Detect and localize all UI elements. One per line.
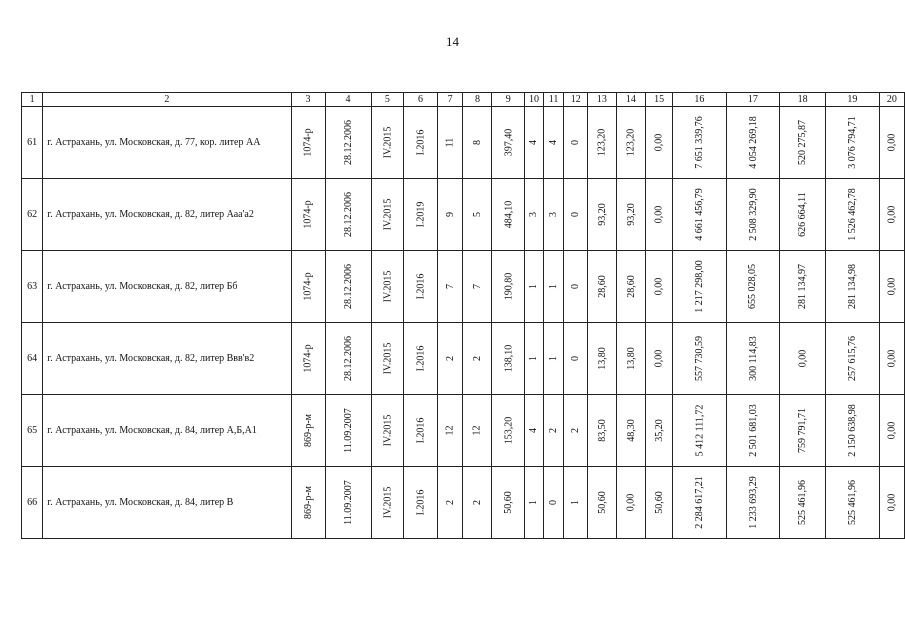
table-cell (437, 107, 463, 179)
cell-value: 28.12.2006 (342, 192, 354, 237)
column-header: 14 (616, 93, 645, 107)
cell-value: 153,20 (502, 416, 514, 445)
cell-value: I.2016 (414, 417, 426, 444)
table-cell (463, 179, 492, 251)
table-cell (543, 179, 564, 251)
cell-value: 0,00 (625, 493, 637, 512)
cell-value: 1074-р (302, 200, 314, 229)
cell-value: 13,80 (596, 347, 608, 370)
table-cell (492, 323, 525, 395)
table-row (22, 467, 905, 539)
table-cell (492, 395, 525, 467)
cell-value: 1 217 298,00 (693, 260, 705, 313)
table-cell (673, 179, 727, 251)
column-header: 6 (404, 93, 437, 107)
table-cell (564, 467, 588, 539)
cell-value: 123,20 (596, 128, 608, 157)
table-cell (826, 323, 880, 395)
table-cell (673, 395, 727, 467)
cell-value: 28,60 (596, 275, 608, 298)
cell-value: 1 526 462,78 (846, 188, 858, 241)
cell-value: I.2016 (414, 273, 426, 300)
cell-value: 7 (471, 284, 483, 289)
table-cell (826, 107, 880, 179)
cell-value: 12 (471, 425, 483, 436)
cell-value: 0 (570, 212, 582, 217)
column-header: 16 (673, 93, 727, 107)
cell-value: 869-р-м (302, 486, 314, 519)
table-cell (879, 323, 904, 395)
table-cell (780, 323, 826, 395)
table-cell (564, 179, 588, 251)
column-header: 2 (43, 93, 291, 107)
cell-value: 1 (548, 284, 560, 289)
column-number-row (22, 93, 905, 107)
cell-value: 2 (471, 500, 483, 505)
address-cell: г. Астрахань, ул. Московская, д. 82, литер Ааа'а2 (43, 179, 291, 251)
cell-value: 0,00 (653, 349, 665, 368)
table-cell (826, 251, 880, 323)
column-header: 12 (564, 93, 588, 107)
table-cell (404, 395, 437, 467)
table-cell (673, 467, 727, 539)
cell-value: 7 651 339,76 (693, 116, 705, 169)
table-cell (826, 179, 880, 251)
cell-value: 281 134,98 (846, 264, 858, 309)
cell-value: 50,60 (596, 491, 608, 514)
cell-value: 557 730,59 (693, 336, 705, 381)
table-cell (525, 323, 544, 395)
table-cell (646, 323, 673, 395)
table-cell (616, 467, 645, 539)
table-cell (543, 107, 564, 179)
table-cell (463, 323, 492, 395)
cell-value: I.2016 (414, 129, 426, 156)
cell-value: IV.2015 (381, 126, 393, 159)
table-cell (646, 251, 673, 323)
table-cell (646, 179, 673, 251)
row-number-cell: 63 (22, 251, 43, 323)
table-cell (463, 251, 492, 323)
cell-value: 3 (548, 212, 560, 217)
table-cell (826, 395, 880, 467)
row-number-cell: 64 (22, 323, 43, 395)
table-cell (673, 251, 727, 323)
column-header: 1 (22, 93, 43, 107)
cell-value: 4 054 269,18 (747, 116, 759, 169)
table-body (22, 107, 905, 539)
table-cell (404, 251, 437, 323)
cell-value: IV.2015 (381, 342, 393, 375)
cell-value: 28.12.2006 (342, 264, 354, 309)
cell-value: 138,10 (502, 344, 514, 373)
cell-value: 2 (471, 356, 483, 361)
row-number-cell: 61 (22, 107, 43, 179)
cell-value: IV.2015 (381, 414, 393, 447)
cell-value: 869-р-м (302, 414, 314, 447)
cell-value: 4 (548, 140, 560, 145)
cell-value: 1074-р (302, 344, 314, 373)
cell-value: 1 (528, 500, 540, 505)
cell-value: 1074-р (302, 272, 314, 301)
cell-value: 11.09.2007 (342, 480, 354, 525)
table-cell (879, 251, 904, 323)
table-cell (463, 467, 492, 539)
cell-value: 35,20 (653, 419, 665, 442)
column-header: 8 (463, 93, 492, 107)
cell-value: 4 (528, 428, 540, 433)
cell-value: 525 461,96 (846, 480, 858, 525)
table-cell (492, 251, 525, 323)
table-cell (325, 467, 371, 539)
cell-value: 5 (471, 212, 483, 217)
cell-value: 83,50 (596, 419, 608, 442)
cell-value: 0,00 (653, 277, 665, 296)
table-cell (780, 467, 826, 539)
cell-value: 3 076 794,71 (846, 116, 858, 169)
table-cell (291, 179, 325, 251)
cell-value: 13,80 (625, 347, 637, 370)
cell-value: 28.12.2006 (342, 336, 354, 381)
column-header: 18 (780, 93, 826, 107)
cell-value: 520 275,87 (797, 120, 809, 165)
column-header: 10 (525, 93, 544, 107)
table-cell (437, 179, 463, 251)
cell-value: 2 (444, 500, 456, 505)
table-cell (463, 107, 492, 179)
column-header: 13 (588, 93, 617, 107)
table-cell (291, 467, 325, 539)
cell-value: 1 233 693,29 (747, 476, 759, 529)
cell-value: 0,00 (886, 133, 898, 152)
table-cell (588, 467, 617, 539)
cell-value: 8 (471, 140, 483, 145)
column-header: 19 (826, 93, 880, 107)
table-cell (325, 251, 371, 323)
table-cell (726, 251, 780, 323)
table-cell (780, 179, 826, 251)
table-row (22, 251, 905, 323)
cell-value: 123,20 (625, 128, 637, 157)
column-header: 4 (325, 93, 371, 107)
cell-value: 0 (570, 140, 582, 145)
table-cell (879, 179, 904, 251)
cell-value: 300 114,83 (747, 336, 759, 381)
cell-value: I.2016 (414, 345, 426, 372)
table-cell (325, 323, 371, 395)
table-cell (291, 107, 325, 179)
cell-value: 2 (444, 356, 456, 361)
cell-value: 484,10 (502, 200, 514, 229)
cell-value: 50,60 (502, 491, 514, 514)
column-header: 7 (437, 93, 463, 107)
table-cell (543, 323, 564, 395)
table-cell (525, 179, 544, 251)
cell-value: 1 (528, 284, 540, 289)
cell-value: 4 661 456,79 (693, 188, 705, 241)
column-header: 11 (543, 93, 564, 107)
table-cell (646, 395, 673, 467)
cell-value: IV.2015 (381, 270, 393, 303)
cell-value: 50,60 (653, 491, 665, 514)
cell-value: 9 (444, 212, 456, 217)
cell-value: 525 461,96 (797, 480, 809, 525)
table-cell (616, 395, 645, 467)
cell-value: IV.2015 (381, 486, 393, 519)
table-cell (525, 467, 544, 539)
table-cell (371, 179, 404, 251)
table-cell (404, 107, 437, 179)
table-cell (525, 395, 544, 467)
cell-value: I.2016 (414, 489, 426, 516)
table-cell (646, 107, 673, 179)
cell-value: 0,00 (886, 421, 898, 440)
cell-value: 0,00 (653, 205, 665, 224)
cell-value: 759 791,71 (797, 408, 809, 453)
table-cell (780, 107, 826, 179)
row-number-cell: 65 (22, 395, 43, 467)
cell-value: 93,20 (596, 203, 608, 226)
table-cell (588, 179, 617, 251)
table-cell (463, 395, 492, 467)
table-row (22, 107, 905, 179)
table-cell (588, 323, 617, 395)
cell-value: 0 (548, 500, 560, 505)
column-header: 5 (371, 93, 404, 107)
cell-value: 0,00 (797, 349, 809, 368)
table-cell (564, 107, 588, 179)
table-cell (564, 251, 588, 323)
table-cell (525, 107, 544, 179)
cell-value: 7 (444, 284, 456, 289)
table-cell (780, 395, 826, 467)
cell-value: 4 (528, 140, 540, 145)
table-cell (291, 395, 325, 467)
table-row (22, 179, 905, 251)
cell-value: 48,30 (625, 419, 637, 442)
table-cell (826, 467, 880, 539)
cell-value: 397,40 (502, 128, 514, 157)
table-cell (564, 323, 588, 395)
table-cell (492, 179, 525, 251)
address-cell: г. Астрахань, ул. Московская, д. 77, кор. литер АА (43, 107, 291, 179)
cell-value: 1074-р (302, 128, 314, 157)
table-cell (492, 467, 525, 539)
cell-value: 0,00 (886, 205, 898, 224)
cell-value: 2 501 681,03 (747, 404, 759, 457)
column-header: 9 (492, 93, 525, 107)
table-cell (879, 395, 904, 467)
table-cell (726, 467, 780, 539)
table-cell (673, 107, 727, 179)
table-cell (325, 107, 371, 179)
row-number-cell: 66 (22, 467, 43, 539)
cell-value: I.2019 (414, 201, 426, 228)
cell-value: 2 284 617,21 (693, 476, 705, 529)
cell-value: 93,20 (625, 203, 637, 226)
table-cell (646, 467, 673, 539)
cell-value: 0,00 (886, 349, 898, 368)
address-cell: г. Астрахань, ул. Московская, д. 82, литер Ввв'в2 (43, 323, 291, 395)
table-cell (371, 107, 404, 179)
table-cell (325, 179, 371, 251)
table-cell (588, 107, 617, 179)
table-row (22, 395, 905, 467)
cell-value: 3 (528, 212, 540, 217)
cell-value: 0,00 (886, 493, 898, 512)
cell-value: 2 (570, 428, 582, 433)
table-cell (525, 251, 544, 323)
table-cell (371, 323, 404, 395)
cell-value: 2 150 638,98 (846, 404, 858, 457)
cell-value: 0,00 (886, 277, 898, 296)
page-number: 14 (446, 34, 459, 49)
cell-value: 0 (570, 356, 582, 361)
table-cell (726, 323, 780, 395)
table-cell (726, 179, 780, 251)
table-cell (616, 179, 645, 251)
table-cell (564, 395, 588, 467)
column-header: 20 (879, 93, 904, 107)
address-cell: г. Астрахань, ул. Московская, д. 84, литер А,Б,А1 (43, 395, 291, 467)
table-cell (291, 323, 325, 395)
cell-value: 257 615,76 (846, 336, 858, 381)
table-cell (437, 467, 463, 539)
cell-value: 28,60 (625, 275, 637, 298)
table-cell (371, 467, 404, 539)
table-cell (726, 395, 780, 467)
table-row (22, 323, 905, 395)
table-cell (371, 395, 404, 467)
table-cell (371, 251, 404, 323)
table-cell (616, 323, 645, 395)
cell-value: IV.2015 (381, 198, 393, 231)
cell-value: 190,80 (502, 272, 514, 301)
column-header: 15 (646, 93, 673, 107)
cell-value: 655 028,05 (747, 264, 759, 309)
cell-value: 2 508 329,90 (747, 188, 759, 241)
cell-value: 11.09.2007 (342, 408, 354, 453)
table-cell (543, 395, 564, 467)
table-cell (616, 107, 645, 179)
table-cell (726, 107, 780, 179)
table-cell (543, 251, 564, 323)
table-cell (673, 323, 727, 395)
cell-value: 0,00 (653, 133, 665, 152)
register-table (21, 92, 905, 539)
cell-value: 2 (548, 428, 560, 433)
cell-value: 28.12.2006 (342, 120, 354, 165)
table-cell (404, 179, 437, 251)
cell-value: 5 412 111,72 (693, 404, 705, 457)
address-cell: г. Астрахань, ул. Московская, д. 82, литер Бб (43, 251, 291, 323)
table-cell (404, 323, 437, 395)
table-cell (780, 251, 826, 323)
address-cell: г. Астрахань, ул. Московская, д. 84, литер В (43, 467, 291, 539)
table-cell (492, 107, 525, 179)
cell-value: 1 (528, 356, 540, 361)
table-cell (588, 395, 617, 467)
table-cell (879, 107, 904, 179)
table-cell (404, 467, 437, 539)
cell-value: 1 (548, 356, 560, 361)
column-header: 3 (291, 93, 325, 107)
table-cell (879, 467, 904, 539)
cell-value: 12 (444, 425, 456, 436)
table-cell (291, 251, 325, 323)
cell-value: 626 664,11 (797, 192, 809, 237)
table-cell (437, 395, 463, 467)
cell-value: 1 (570, 500, 582, 505)
cell-value: 281 134,97 (797, 264, 809, 309)
table-cell (437, 251, 463, 323)
column-header: 17 (726, 93, 780, 107)
table-cell (588, 251, 617, 323)
table-cell (437, 323, 463, 395)
table-cell (543, 467, 564, 539)
cell-value: 11 (444, 137, 456, 148)
row-number-cell: 62 (22, 179, 43, 251)
table-cell (325, 395, 371, 467)
table-cell (616, 251, 645, 323)
cell-value: 0 (570, 284, 582, 289)
